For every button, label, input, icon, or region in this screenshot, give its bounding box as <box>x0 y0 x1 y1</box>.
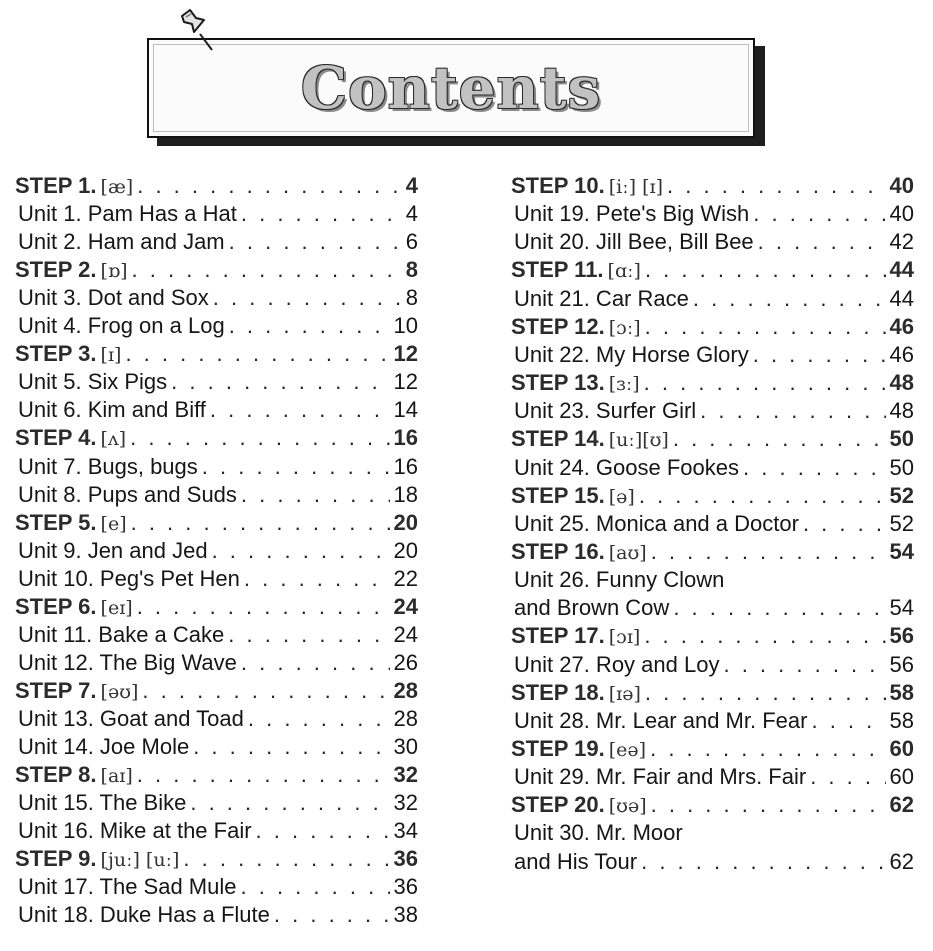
page-number: 14 <box>393 397 418 423</box>
toc-step-heading <box>511 622 914 650</box>
unit-title: Unit 13. Goat and Toad <box>18 705 244 731</box>
dot-leader <box>641 848 885 876</box>
page-number: 32 <box>393 762 418 788</box>
dot-leader <box>645 313 886 341</box>
page-number: 12 <box>393 341 418 367</box>
unit-title: Unit 21. Car Race <box>514 285 689 311</box>
dot-leader <box>700 397 885 425</box>
dot-leader <box>753 341 886 369</box>
dot-leader <box>651 791 886 819</box>
toc-unit-entry <box>514 228 914 256</box>
page-number: 56 <box>889 651 914 677</box>
step-label: STEP 5. <box>15 509 97 535</box>
dot-leader <box>673 425 886 453</box>
unit-title: Unit 23. Surfer Girl <box>514 398 697 424</box>
dot-leader <box>137 172 402 200</box>
phonetic-symbol: [e] <box>100 512 127 535</box>
dot-leader <box>650 735 885 763</box>
phonetic-symbol: [iː] [ɪ] <box>608 176 664 198</box>
page-number: 36 <box>393 874 418 900</box>
page-number: 50 <box>889 454 914 480</box>
page-number: 32 <box>393 790 418 816</box>
dot-leader <box>241 200 402 228</box>
toc-unit-entry <box>514 848 914 876</box>
dot-leader <box>202 453 390 481</box>
phonetic-symbol: [ɒ] <box>100 260 128 283</box>
phonetic-symbol: [ʌ] <box>100 428 127 451</box>
step-label: STEP 13. <box>511 370 605 396</box>
unit-title: Unit 27. Roy and Loy <box>514 651 720 677</box>
step-label: STEP 16. <box>511 538 605 564</box>
step-label: STEP 3. <box>15 341 97 367</box>
toc-step-heading <box>511 313 914 341</box>
dot-leader <box>758 228 886 256</box>
dot-leader <box>645 256 886 284</box>
page-number: 16 <box>393 453 418 479</box>
dot-leader <box>142 677 389 705</box>
step-label: STEP 6. <box>15 593 97 619</box>
toc-step-heading <box>15 172 418 200</box>
toc-unit-entry <box>18 481 418 509</box>
page-number: 18 <box>393 481 418 507</box>
page-number: 62 <box>889 792 914 818</box>
dot-leader <box>137 761 390 789</box>
toc-unit-entry <box>18 565 418 593</box>
toc-unit-entry <box>18 873 418 901</box>
page-number: 4 <box>405 201 418 227</box>
dot-leader <box>229 312 390 340</box>
unit-title: Unit 29. Mr. Fair and Mrs. Fair <box>514 764 807 790</box>
unit-title: Unit 16. Mike at the Fair <box>18 818 252 844</box>
toc-unit-entry <box>514 200 914 228</box>
dot-leader <box>241 649 390 677</box>
page-number: 62 <box>889 848 914 874</box>
page-number: 8 <box>405 257 418 283</box>
toc-unit-entry <box>514 819 914 847</box>
dot-leader <box>667 172 886 200</box>
step-label: STEP 11. <box>511 257 604 283</box>
dot-leader <box>228 621 389 649</box>
phonetic-symbol: [uː][ʊ] <box>608 429 669 452</box>
toc-unit-entry <box>514 651 914 679</box>
phonetic-symbol: [eɪ] <box>100 596 133 619</box>
dot-leader <box>256 817 390 845</box>
page-number: 44 <box>889 285 914 311</box>
toc-unit-entry <box>18 733 418 761</box>
unit-title: Unit 12. The Big Wave <box>18 649 237 675</box>
step-label: STEP 7. <box>15 677 97 703</box>
toc-unit-entry <box>514 341 914 369</box>
unit-title: Unit 25. Monica and a Doctor <box>514 510 799 536</box>
toc-step-heading <box>511 482 914 510</box>
step-label: STEP 8. <box>15 762 97 788</box>
page-number: 46 <box>889 341 914 367</box>
dot-leader <box>248 705 390 733</box>
toc-step-heading <box>15 424 418 452</box>
step-label: STEP 1. <box>15 173 97 198</box>
dot-leader <box>645 679 886 707</box>
toc-step-heading <box>15 340 418 368</box>
step-label: STEP 10. <box>511 173 605 198</box>
page-number: 54 <box>889 595 914 621</box>
page-number: 24 <box>393 621 418 647</box>
toc-unit-entry <box>18 368 418 396</box>
page-title: Contents <box>300 54 602 122</box>
dot-leader <box>212 537 390 565</box>
toc-step-heading <box>15 509 418 537</box>
phonetic-symbol: [ʊə] <box>608 795 647 818</box>
page-number: 6 <box>405 229 418 255</box>
toc-unit-entry <box>18 621 418 649</box>
page-number: 52 <box>889 510 914 536</box>
toc-unit-entry <box>514 397 914 425</box>
page-number: 24 <box>393 593 418 619</box>
page-number: 20 <box>393 509 418 535</box>
step-label: STEP 15. <box>511 482 605 508</box>
page-number: 54 <box>889 538 914 564</box>
unit-title: Unit 15. The Bike <box>18 790 187 816</box>
unit-title: Unit 18. Duke Has a Flute <box>18 902 270 928</box>
step-label: STEP 12. <box>511 313 605 339</box>
phonetic-symbol: [ɪə] <box>608 682 641 705</box>
page-number: 44 <box>889 257 914 283</box>
unit-title: Unit 28. Mr. Lear and Mr. Fear <box>514 707 808 733</box>
page-number: 28 <box>393 705 418 731</box>
toc-step-heading <box>511 538 914 566</box>
unit-title: Unit 6. Kim and Biff <box>18 397 206 423</box>
page-number: 22 <box>393 565 418 591</box>
dot-leader <box>811 707 885 735</box>
dot-leader <box>137 593 390 621</box>
page-number: 16 <box>393 425 418 451</box>
dot-leader <box>213 284 402 312</box>
page-number: 20 <box>393 537 418 563</box>
phonetic-symbol: [ɜː] <box>608 373 640 396</box>
toc-unit-entry <box>18 705 418 733</box>
page-number: 8 <box>405 285 418 311</box>
toc-step-heading <box>511 679 914 707</box>
toc-unit-entry <box>514 594 914 622</box>
unit-title: and His Tour <box>514 848 638 874</box>
dot-leader <box>130 424 389 452</box>
toc-unit-entry <box>18 901 418 929</box>
step-label: STEP 20. <box>511 792 605 818</box>
toc-step-heading <box>511 172 914 200</box>
unit-title: Unit 22. My Horse Glory <box>514 341 749 367</box>
step-label: STEP 14. <box>511 426 605 452</box>
toc-unit-entry <box>514 454 914 482</box>
page-number: 48 <box>889 398 914 424</box>
dot-leader <box>723 651 885 679</box>
dot-leader <box>244 565 390 593</box>
dot-leader <box>125 340 389 368</box>
step-label: STEP 2. <box>15 257 97 283</box>
page-number: 34 <box>393 818 418 844</box>
dot-leader <box>241 873 390 901</box>
dot-leader <box>743 454 886 482</box>
toc-step-heading <box>15 677 418 705</box>
page-number: 38 <box>393 902 418 928</box>
page-number: 26 <box>393 649 418 675</box>
step-label: STEP 19. <box>511 736 605 761</box>
dot-leader <box>803 510 886 538</box>
unit-title: Unit 3. Dot and Sox <box>18 285 209 311</box>
dot-leader <box>673 594 885 622</box>
unit-title: Unit 24. Goose Fookes <box>514 454 740 480</box>
phonetic-symbol: [æ] <box>100 176 134 198</box>
dot-leader <box>132 256 402 284</box>
toc-step-heading <box>15 256 418 284</box>
unit-title: Unit 9. Jen and Jed <box>18 537 208 563</box>
phonetic-symbol: [ɔɪ] <box>608 626 641 649</box>
unit-title: Unit 11. Bake a Cake <box>18 621 225 647</box>
step-label: STEP 4. <box>15 425 97 451</box>
page-number: 28 <box>393 677 418 703</box>
unit-title: Unit 4. Frog on a Log <box>18 313 225 339</box>
toc-step-heading <box>15 593 418 621</box>
unit-title: Unit 20. Jill Bee, Bill Bee <box>514 229 754 255</box>
toc-unit-entry <box>18 453 418 481</box>
page-number: 56 <box>889 623 914 649</box>
phonetic-symbol: [aʊ] <box>608 541 647 564</box>
toc-step-heading <box>511 791 914 819</box>
phonetic-symbol: [aɪ] <box>100 765 133 788</box>
unit-title: Unit 7. Bugs, bugs <box>18 453 198 479</box>
dot-leader <box>183 845 389 873</box>
dot-leader <box>810 763 885 791</box>
unit-title: Unit 14. Joe Mole <box>18 734 190 759</box>
page-number: 60 <box>889 764 914 790</box>
unit-title: Unit 10. Peg's Pet Hen <box>18 565 240 591</box>
toc-step-heading <box>511 256 914 284</box>
unit-title: Unit 2. Ham and Jam <box>18 229 225 255</box>
page-number: 48 <box>889 370 914 396</box>
page-number: 10 <box>393 313 418 339</box>
page-number: 40 <box>889 173 914 198</box>
unit-title: Unit 26. Funny Clown <box>514 567 725 593</box>
step-label: STEP 18. <box>511 679 605 705</box>
step-label: STEP 17. <box>511 623 605 649</box>
dot-leader <box>693 285 886 313</box>
dot-leader <box>131 509 390 537</box>
phonetic-symbol: [juː] [uː] <box>100 849 180 872</box>
dot-leader <box>229 228 402 256</box>
unit-title: Unit 1. Pam Has a Hat <box>18 201 237 227</box>
dot-leader <box>190 789 389 817</box>
dot-leader <box>644 369 886 397</box>
toc-unit-entry <box>18 817 418 845</box>
toc-unit-entry <box>18 228 418 256</box>
toc-step-heading <box>511 735 914 763</box>
dot-leader <box>753 200 885 228</box>
dot-leader <box>274 901 390 929</box>
page-number: 60 <box>889 736 914 761</box>
page-number: 30 <box>393 734 418 759</box>
phonetic-symbol: [ə] <box>608 485 635 508</box>
pushpin-icon <box>176 8 216 54</box>
unit-title: Unit 17. The Sad Mule <box>18 874 237 900</box>
unit-title: Unit 19. Pete's Big Wish <box>514 201 750 227</box>
toc-step-heading <box>511 369 914 397</box>
toc-unit-entry <box>514 285 914 313</box>
page-number: 52 <box>889 482 914 508</box>
page-number: 12 <box>393 369 418 395</box>
dot-leader <box>241 481 390 509</box>
toc-unit-entry <box>514 707 914 735</box>
dot-leader <box>639 482 886 510</box>
step-label: STEP 9. <box>15 846 97 872</box>
dot-leader <box>644 622 885 650</box>
toc-unit-entry <box>18 284 418 312</box>
toc-unit-entry <box>514 566 914 594</box>
unit-title: and Brown Cow <box>514 595 670 621</box>
page-number: 40 <box>889 201 914 227</box>
toc-unit-entry <box>18 200 418 228</box>
toc-unit-entry <box>18 312 418 340</box>
unit-title: Unit 8. Pups and Suds <box>18 481 237 507</box>
phonetic-symbol: [ɪ] <box>100 344 122 367</box>
toc-step-heading <box>15 845 418 873</box>
toc-unit-entry <box>18 396 418 424</box>
toc-unit-entry <box>18 537 418 565</box>
phonetic-symbol: [ɑː] <box>607 260 641 283</box>
page-number: 58 <box>889 679 914 705</box>
page-number: 4 <box>405 173 418 198</box>
page-number: 36 <box>393 846 418 872</box>
toc-unit-entry <box>514 510 914 538</box>
page-number: 42 <box>889 229 914 255</box>
toc-step-heading <box>15 761 418 789</box>
contents-title-box <box>147 38 755 138</box>
dot-leader <box>193 733 389 761</box>
unit-title: Unit 5. Six Pigs <box>18 369 168 395</box>
phonetic-symbol: [eə] <box>608 739 647 761</box>
phonetic-symbol: [ɔː] <box>608 316 641 339</box>
toc-unit-entry <box>18 789 418 817</box>
toc-unit-entry <box>514 763 914 791</box>
phonetic-symbol: [əʊ] <box>100 680 139 703</box>
page-number: 50 <box>889 426 914 452</box>
unit-title: Unit 30. Mr. Moor <box>514 820 683 846</box>
toc-unit-entry <box>18 649 418 677</box>
page-number: 58 <box>889 707 914 733</box>
dot-leader <box>171 368 389 396</box>
dot-leader <box>651 538 886 566</box>
page-number: 46 <box>889 313 914 339</box>
toc-step-heading <box>511 425 914 453</box>
dot-leader <box>210 396 390 424</box>
